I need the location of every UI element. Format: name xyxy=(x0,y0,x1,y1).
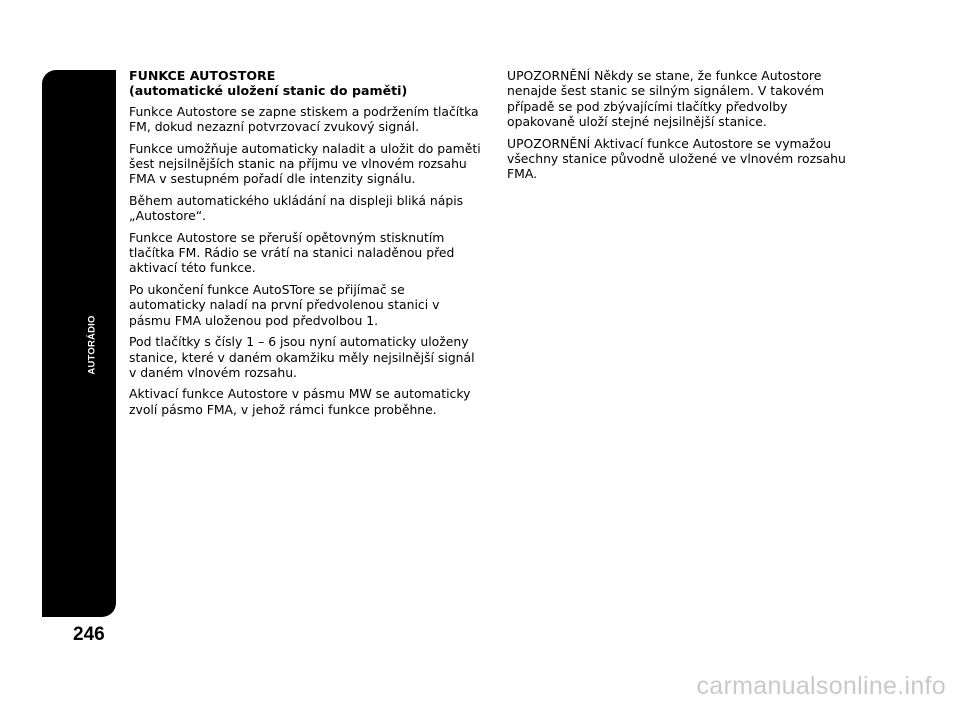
paragraph: Funkce umožňuje automaticky naladit a uložit do paměti šest nejsilnějších stanic na příjmu ve vlnovém rozsahu FMA v sestupném pořadí dle intenzity signálu. xyxy=(129,140,481,187)
watermark-text: carmanualsonline.info xyxy=(696,672,946,700)
section-heading-title: FUNKCE AUTOSTORE xyxy=(129,68,276,83)
section-heading xyxy=(129,68,481,99)
page-number: 246 xyxy=(73,624,105,645)
chapter-side-tab xyxy=(42,70,116,617)
paragraph: Po ukončení funkce AutoSTore se přijímač se automaticky naladí na první předvolenou stanici v pásmu FMA uloženou pod předvolbou 1. xyxy=(129,281,440,328)
paragraph: Během automatického ukládání na displeji bliká nápis „Autostore“. xyxy=(129,192,464,224)
warning-paragraph: UPOZORNĚNÍ Někdy se stane, že funkce Autostore nenajde šest stanic se silným signálem. V takovém případě se pod zbývajícími tlačítky předvolby opakovaně uloží stejné nejsilnější stanice. xyxy=(507,68,825,130)
right-column xyxy=(507,68,852,188)
paragraph: Aktivací funkce Autostore v pásmu MW se automaticky zvolí pásmo FMA, v jehož rámci funkce proběhne. xyxy=(129,386,471,417)
warning-paragraph: UPOZORNĚNÍ Aktivací funkce Autostore se vymažou všechny stanice původně uložené ve vlnovém rozsahu FMA. xyxy=(507,135,846,182)
chapter-label: AUTORÁDIO xyxy=(86,315,98,375)
paragraph: Pod tlačítky s čísly 1 – 6 jsou nyní automaticky uloženy stanice, které v daném okamžiku měly nejsilnější signál v daném vlnovém rozsahu. xyxy=(129,334,475,380)
paragraph: Funkce Autostore se zapne stiskem a podržením tlačítka FM, dokud nezazní potvrzovací zvukový signál. xyxy=(129,103,479,135)
section-heading-subtitle: (automatické uložení stanic do paměti) xyxy=(129,83,408,99)
left-column xyxy=(129,68,481,423)
paragraph: Funkce Autostore se přeruší opětovným stisknutím tlačítka FM. Rádio se vrátí na stanici naladěnou před aktivací této funkce. xyxy=(129,229,455,276)
